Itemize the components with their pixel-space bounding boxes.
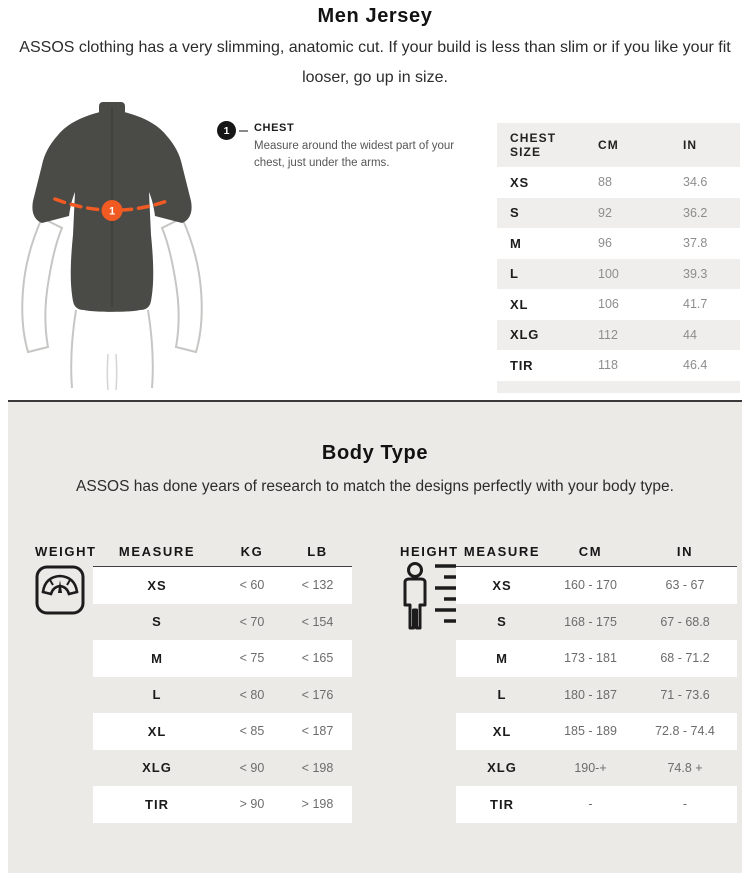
height-column-label: HEIGHT	[400, 544, 459, 559]
table-row	[93, 750, 352, 787]
lower-back-line	[107, 354, 108, 390]
table-cell: L	[497, 687, 507, 703]
table-cell: 173 - 181	[548, 640, 633, 677]
table-cell: < 165	[283, 640, 352, 677]
table-cell: XS	[497, 167, 585, 198]
height-table-head	[456, 537, 737, 567]
table-cell: M	[497, 228, 585, 259]
table-cell: < 198	[301, 760, 334, 775]
lower-back-line	[116, 354, 117, 390]
table-row	[456, 786, 737, 823]
chest-marker-orange-number: 1	[108, 205, 116, 218]
table-cell: 67 - 68.8	[660, 614, 710, 629]
table-row	[456, 713, 737, 750]
table-cell: > 198	[283, 786, 352, 823]
column-header: CM	[578, 544, 603, 559]
body-type-section	[8, 400, 742, 873]
column-header: CHEST SIZE	[510, 131, 557, 159]
table-cell: 100	[598, 266, 619, 281]
table-cell: 46.4	[670, 350, 740, 381]
table-cell: L	[152, 687, 162, 703]
weight-table	[93, 537, 352, 823]
table-row	[456, 567, 737, 604]
table-cell: TIR	[456, 786, 548, 823]
table-cell: -	[633, 786, 737, 823]
table-row	[456, 640, 737, 677]
table-cell: 36.2	[683, 205, 708, 220]
chest-size-table-body	[497, 167, 740, 381]
table-row	[456, 604, 737, 641]
table-cell: XS	[456, 567, 548, 604]
table-cell: < 176	[301, 687, 334, 702]
page-intro: ASSOS clothing has a very slimming, anatomic cut. If your build is less than slim or if you like your fit looser, go up in size.	[19, 39, 731, 86]
table-cell: 88	[585, 167, 670, 198]
table-cell: XLG	[487, 760, 517, 776]
table-cell: TIR	[93, 786, 221, 823]
page-title: Men Jersey	[317, 5, 433, 27]
chest-size-table-head	[497, 123, 740, 167]
column-header: MEASURE	[118, 544, 196, 559]
weight-table-head	[93, 537, 352, 567]
table-row	[497, 320, 740, 351]
table-cell: S	[510, 205, 520, 221]
table-cell: XL	[456, 713, 548, 750]
table-cell: -	[548, 786, 633, 823]
chest-size-table-panel	[497, 123, 740, 393]
table-row	[93, 567, 352, 604]
table-row	[497, 228, 740, 259]
column-header: IN	[676, 544, 694, 559]
table-cell: > 90	[221, 786, 283, 823]
table-cell: 37.8	[670, 228, 740, 259]
table-row	[497, 198, 740, 229]
table-row	[93, 604, 352, 641]
table-cell: 68 - 71.2	[633, 640, 737, 677]
table-cell: < 80	[239, 687, 265, 702]
marker-connector-line	[239, 130, 248, 132]
height-table-body	[456, 567, 737, 823]
table-cell: < 132	[283, 567, 352, 604]
table-cell: 168 - 175	[564, 614, 617, 629]
table-cell: S	[152, 614, 162, 630]
person-ruler-icon	[398, 558, 460, 636]
table-cell: 190-+	[574, 760, 607, 775]
table-cell: 44	[683, 327, 697, 342]
table-cell: XLG	[142, 760, 172, 776]
weight-column-label: WEIGHT	[35, 544, 97, 559]
column-header: IN	[683, 138, 698, 152]
table-row	[456, 750, 737, 787]
column-header: LB	[307, 544, 328, 559]
column-header: CM	[598, 138, 619, 152]
table-cell: TIR	[497, 350, 585, 381]
table-header-row	[497, 123, 740, 167]
table-row	[93, 786, 352, 823]
table-cell: < 85	[221, 713, 283, 750]
table-cell: 34.6	[670, 167, 740, 198]
table-cell: < 154	[301, 614, 334, 629]
body-type-title: Body Type	[321, 442, 429, 464]
table-row	[497, 167, 740, 198]
table-cell: < 187	[283, 713, 352, 750]
table-row	[497, 350, 740, 381]
table-header-row	[456, 537, 737, 567]
body-type-intro: ASSOS has done years of research to match the designs perfectly with your body type.	[76, 478, 674, 495]
mens-jersey-torso-illustration	[12, 100, 212, 390]
table-cell: 160 - 170	[548, 567, 633, 604]
table-cell: XL	[93, 713, 221, 750]
table-cell: M	[456, 640, 548, 677]
table-cell: 118	[585, 350, 670, 381]
height-table	[456, 537, 737, 823]
table-row	[93, 677, 352, 714]
table-cell: < 75	[221, 640, 283, 677]
table-cell: 63 - 67	[633, 567, 737, 604]
table-header-row	[93, 537, 352, 567]
table-cell: < 90	[239, 760, 265, 775]
chest-marker-badge: 1	[217, 121, 236, 140]
table-row	[497, 259, 740, 290]
table-cell: XS	[93, 567, 221, 604]
table-cell: 180 - 187	[564, 687, 617, 702]
table-cell: S	[497, 614, 507, 630]
right-hip-line	[148, 310, 153, 388]
table-cell: 112	[598, 327, 618, 342]
column-header: KG	[240, 544, 264, 559]
table-cell: M	[93, 640, 221, 677]
right-arm-outline	[162, 218, 202, 352]
table-cell: 72.8 - 74.4	[633, 713, 737, 750]
table-cell: 92	[598, 205, 612, 220]
table-row	[456, 677, 737, 714]
chest-description: Measure around the widest part of your chest, just under the arms.	[254, 140, 455, 169]
left-hip-line	[71, 310, 76, 388]
table-cell: < 60	[221, 567, 283, 604]
left-arm-outline	[22, 218, 62, 352]
chest-size-table	[497, 123, 740, 381]
table-cell: 74.8 +	[667, 760, 703, 775]
table-row	[93, 713, 352, 750]
table-cell: L	[510, 266, 519, 282]
table-cell: 185 - 189	[548, 713, 633, 750]
table-row	[93, 640, 352, 677]
table-cell: XLG	[510, 327, 540, 343]
weight-table-body	[93, 567, 352, 823]
scale-icon	[34, 564, 86, 616]
table-cell: 41.7	[670, 289, 740, 320]
table-cell: 96	[585, 228, 670, 259]
table-cell: 106	[585, 289, 670, 320]
table-cell: XL	[497, 289, 585, 320]
table-cell: < 70	[239, 614, 265, 629]
column-header: MEASURE	[463, 544, 541, 559]
table-cell: 39.3	[683, 266, 708, 281]
chest-label: CHEST	[254, 122, 295, 134]
table-cell: 71 - 73.6	[660, 687, 710, 702]
table-row	[497, 289, 740, 320]
